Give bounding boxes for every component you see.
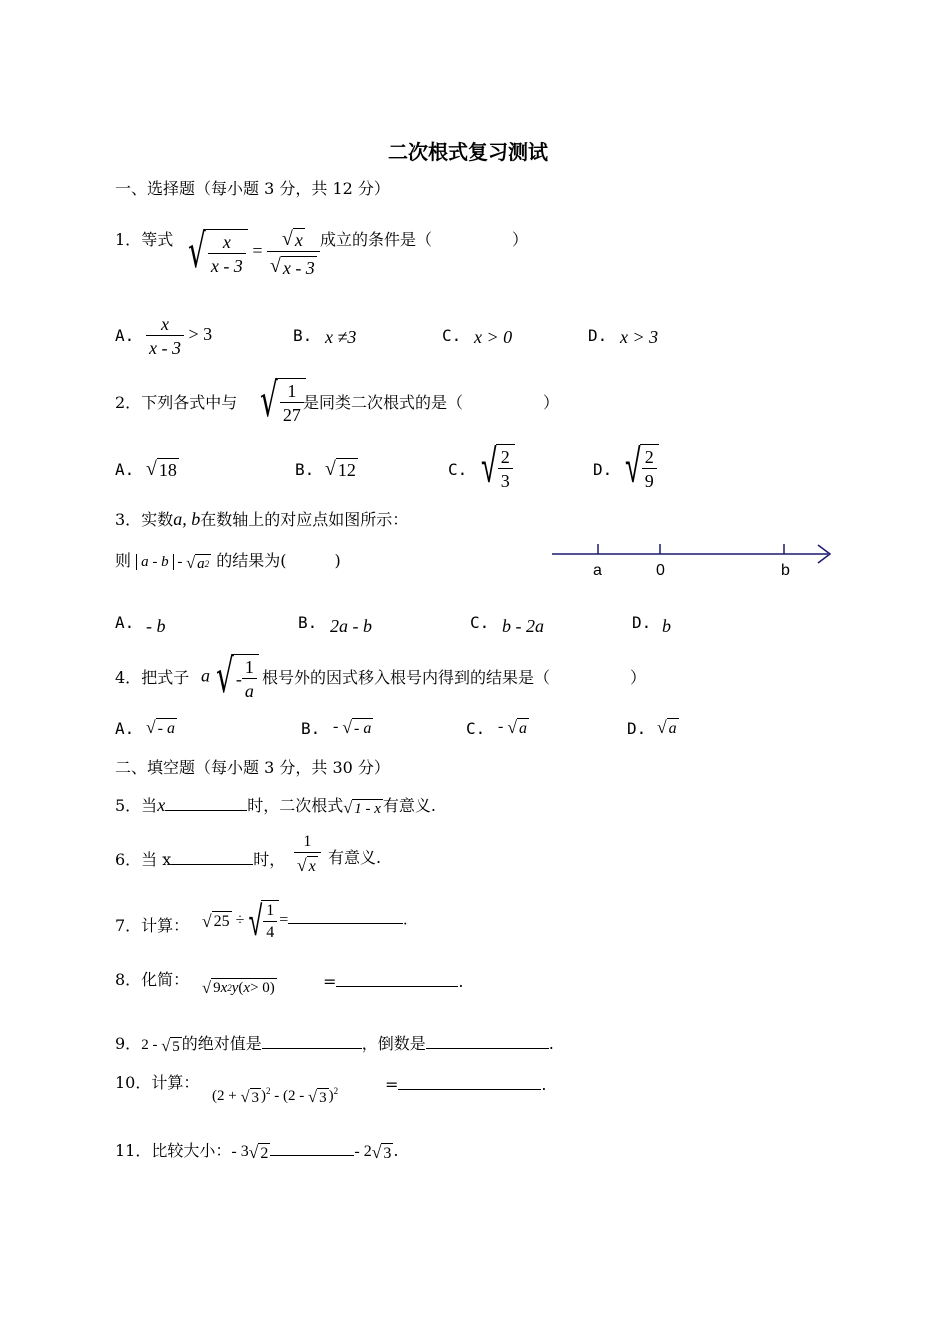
q4-option-d: √ a <box>657 717 677 738</box>
label-a: a <box>593 562 602 579</box>
q10-answer: = . <box>385 1075 547 1094</box>
q3-option-b-label: B. <box>298 613 318 632</box>
q1-option-d-label: D. <box>588 326 608 345</box>
q4-option-c: - √ a <box>498 717 527 738</box>
q2-option-b-label: B. <box>295 460 315 479</box>
q2-stem: 2．下列各式中与 <box>115 393 238 412</box>
q7-expression: √ 25 ÷ √ $\frac{1}{4}$ = . <box>202 896 408 945</box>
q6-text: 6．当 x 时， <box>115 850 286 869</box>
q1-option-b-label: B. <box>293 326 313 345</box>
q4-option-b-label: B. <box>301 719 321 738</box>
q4-option-a: √ - a <box>146 717 175 738</box>
q5-answer-blank[interactable] <box>165 796 247 811</box>
q10-answer-blank[interactable] <box>398 1075 541 1090</box>
q8-answer: = . <box>323 972 464 991</box>
q3-option-d: b <box>662 616 671 636</box>
number-line-figure <box>550 540 835 580</box>
q6-fraction: 1 √ x <box>294 834 321 875</box>
q8-expression: √ 9 x 2 y ( x > 0) <box>202 977 275 997</box>
q11-answer-blank[interactable] <box>270 1141 354 1156</box>
section-choice-heading: 一、选择题（每小题 3 分，共 12 分） <box>115 179 390 198</box>
q2-option-b: √ 12 <box>325 457 356 481</box>
q4-tail: 根号外的因式移入根号内得到的结果是（ ） <box>262 668 647 687</box>
q3-line2: 则 a - b - √ a 2 的结果为( ) <box>115 551 341 573</box>
q2-option-c: √ $\frac{2}{3}$ <box>476 444 515 491</box>
q4-expression: a √ - $\frac{1}{a}$ <box>201 654 259 701</box>
q1-option-c: x > 0 <box>474 327 513 347</box>
q2-option-a-label: A. <box>115 460 135 479</box>
q10-expression: (2 + √ 3 )$^2$ - (2 - √ 3 )$^2$ <box>212 1086 339 1107</box>
q3-option-c: b - 2a <box>502 616 544 636</box>
q11: 11．比较大小：- 3 √ 2 - 2 √ 3 . <box>115 1141 399 1163</box>
q2-option-d: √ $\frac{2}{9}$ <box>620 444 659 491</box>
q1-equation: √ $\frac{x}{x - 3}$ = √ x √ x - 3 <box>182 228 320 277</box>
q6-answer-blank[interactable] <box>171 850 253 865</box>
q2-option-c-label: C. <box>448 460 468 479</box>
q1-number: 1．等式 <box>115 230 174 249</box>
q2-option-a: √ 18 <box>146 457 177 481</box>
q2-option-d-label: D. <box>593 460 613 479</box>
section-fill-heading: 二、填空题（每小题 3 分，共 30 分） <box>115 758 390 777</box>
q1-option-a-label: A. <box>115 326 135 345</box>
q6-tail: 有意义. <box>328 848 382 867</box>
q1-tail: 成立的条件是（ ） <box>320 230 529 249</box>
q8-answer-blank[interactable] <box>336 972 458 987</box>
q2-tail: 是同类二次根式的是（ ） <box>303 393 560 412</box>
q5: 5．当x 时，二次根式 √ 1 - x 有意义. <box>115 795 437 818</box>
q3-option-d-label: D. <box>632 613 652 632</box>
q3-option-a: - b <box>146 616 166 636</box>
q1-option-a: $\frac{x}{x - 3}$ > 3 <box>146 315 212 357</box>
q3-stem: 3．实数a, b在数轴上的对应点如图所示： <box>115 509 409 529</box>
q8-label: 8．化简： <box>115 970 190 989</box>
q3-option-b: 2a - b <box>330 616 372 636</box>
q4-option-c-label: C. <box>466 719 486 738</box>
q2-radical: √ $\frac{1}{27}$ <box>254 378 306 425</box>
q4-option-b: - √ - a <box>333 717 372 738</box>
page-title: 二次根式复习测试 <box>388 140 548 164</box>
q1-option-d: x > 3 <box>620 327 659 347</box>
q1-option-b: x ≠3 <box>325 327 357 347</box>
q3-option-a-label: A. <box>115 613 135 632</box>
label-zero: 0 <box>656 562 665 579</box>
q1-option-c-label: C. <box>442 326 462 345</box>
q9-reciprocal-blank[interactable] <box>426 1034 549 1049</box>
label-b: b <box>781 562 790 579</box>
q9: 9．2 - √ 5 的绝对值是 ，倒数是 . <box>115 1034 554 1056</box>
q4-option-a-label: A. <box>115 719 135 738</box>
q7-label: 7．计算： <box>115 916 190 935</box>
q9-abs-blank[interactable] <box>262 1034 362 1049</box>
q4-option-d-label: D. <box>627 719 647 738</box>
q3-option-c-label: C. <box>470 613 490 632</box>
q10-label: 10．计算： <box>115 1073 200 1092</box>
q4-stem: 4．把式子 <box>115 668 190 687</box>
q7-answer-blank[interactable] <box>288 909 403 924</box>
